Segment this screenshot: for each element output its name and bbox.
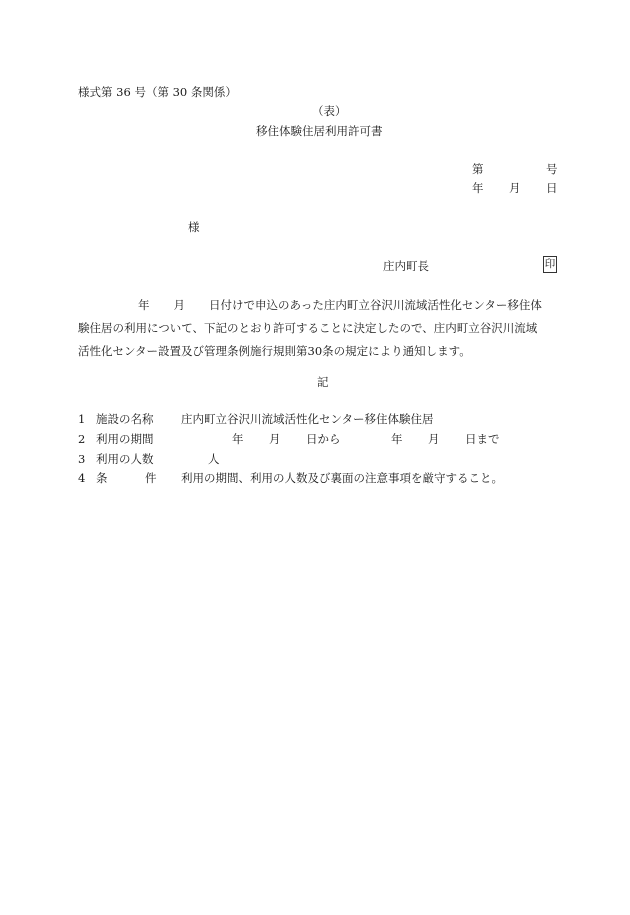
seal-stamp: 印: [543, 256, 557, 273]
number-go: 号: [546, 162, 558, 176]
date-day: 日: [546, 181, 558, 195]
item-2-year-to: 年: [391, 432, 403, 446]
form-number: 様式第 36 号（第 30 条関係）: [78, 85, 237, 99]
item-1-number: 1: [78, 412, 86, 426]
item-4-label-a: 条: [96, 471, 108, 485]
item-2-month-to: 月: [428, 432, 440, 446]
body-year: 年: [138, 298, 150, 312]
issuer-name: 庄内町長: [383, 259, 429, 273]
body-line-1-rest: 日付けで申込のあった庄内町立谷沢川流域活性化センター移住体: [209, 298, 542, 312]
ki-heading: 記: [317, 375, 329, 389]
item-4-value: 利用の期間、利用の人数及び裏面の注意事項を厳守すること。: [181, 471, 503, 485]
number-dai: 第: [472, 162, 484, 176]
item-2-label: 利用の期間: [96, 432, 154, 446]
item-2-month-from: 月: [269, 432, 281, 446]
item-2-day-to: 日まで: [465, 432, 500, 446]
side-label: （表）: [312, 104, 347, 118]
date-month: 月: [509, 181, 521, 195]
item-4-label-b: 件: [145, 471, 157, 485]
item-1-label: 施設の名称: [96, 412, 154, 426]
item-2-number: 2: [78, 432, 86, 446]
item-4: [78, 471, 503, 485]
item-3-label: 利用の人数: [96, 452, 154, 466]
body-line-3: 活性化センター設置及び管理条例施行規則第30条の規定により通知します。: [78, 344, 471, 358]
item-3-number: 3: [78, 452, 86, 466]
body-paragraph: [78, 294, 578, 363]
item-4-number: 4: [78, 471, 86, 485]
item-2-year-from: 年: [232, 432, 244, 446]
item-3: [78, 452, 220, 466]
item-3-unit: 人: [208, 452, 220, 466]
item-2: [78, 432, 500, 446]
item-2-day-from: 日から: [306, 432, 341, 446]
body-month: 月: [173, 298, 185, 312]
addressee-sama: 様: [188, 220, 200, 234]
body-line-2: 験住居の利用について、下記のとおり許可することに決定したので、庄内町立谷沢川流域: [78, 321, 538, 335]
date-year: 年: [472, 181, 484, 195]
body-line-1: [78, 294, 578, 317]
item-1-value: 庄内町立谷沢川流域活性化センター移住体験住居: [181, 412, 434, 426]
item-1: [78, 412, 434, 426]
document-title: 移住体験住居利用許可書: [256, 124, 383, 138]
